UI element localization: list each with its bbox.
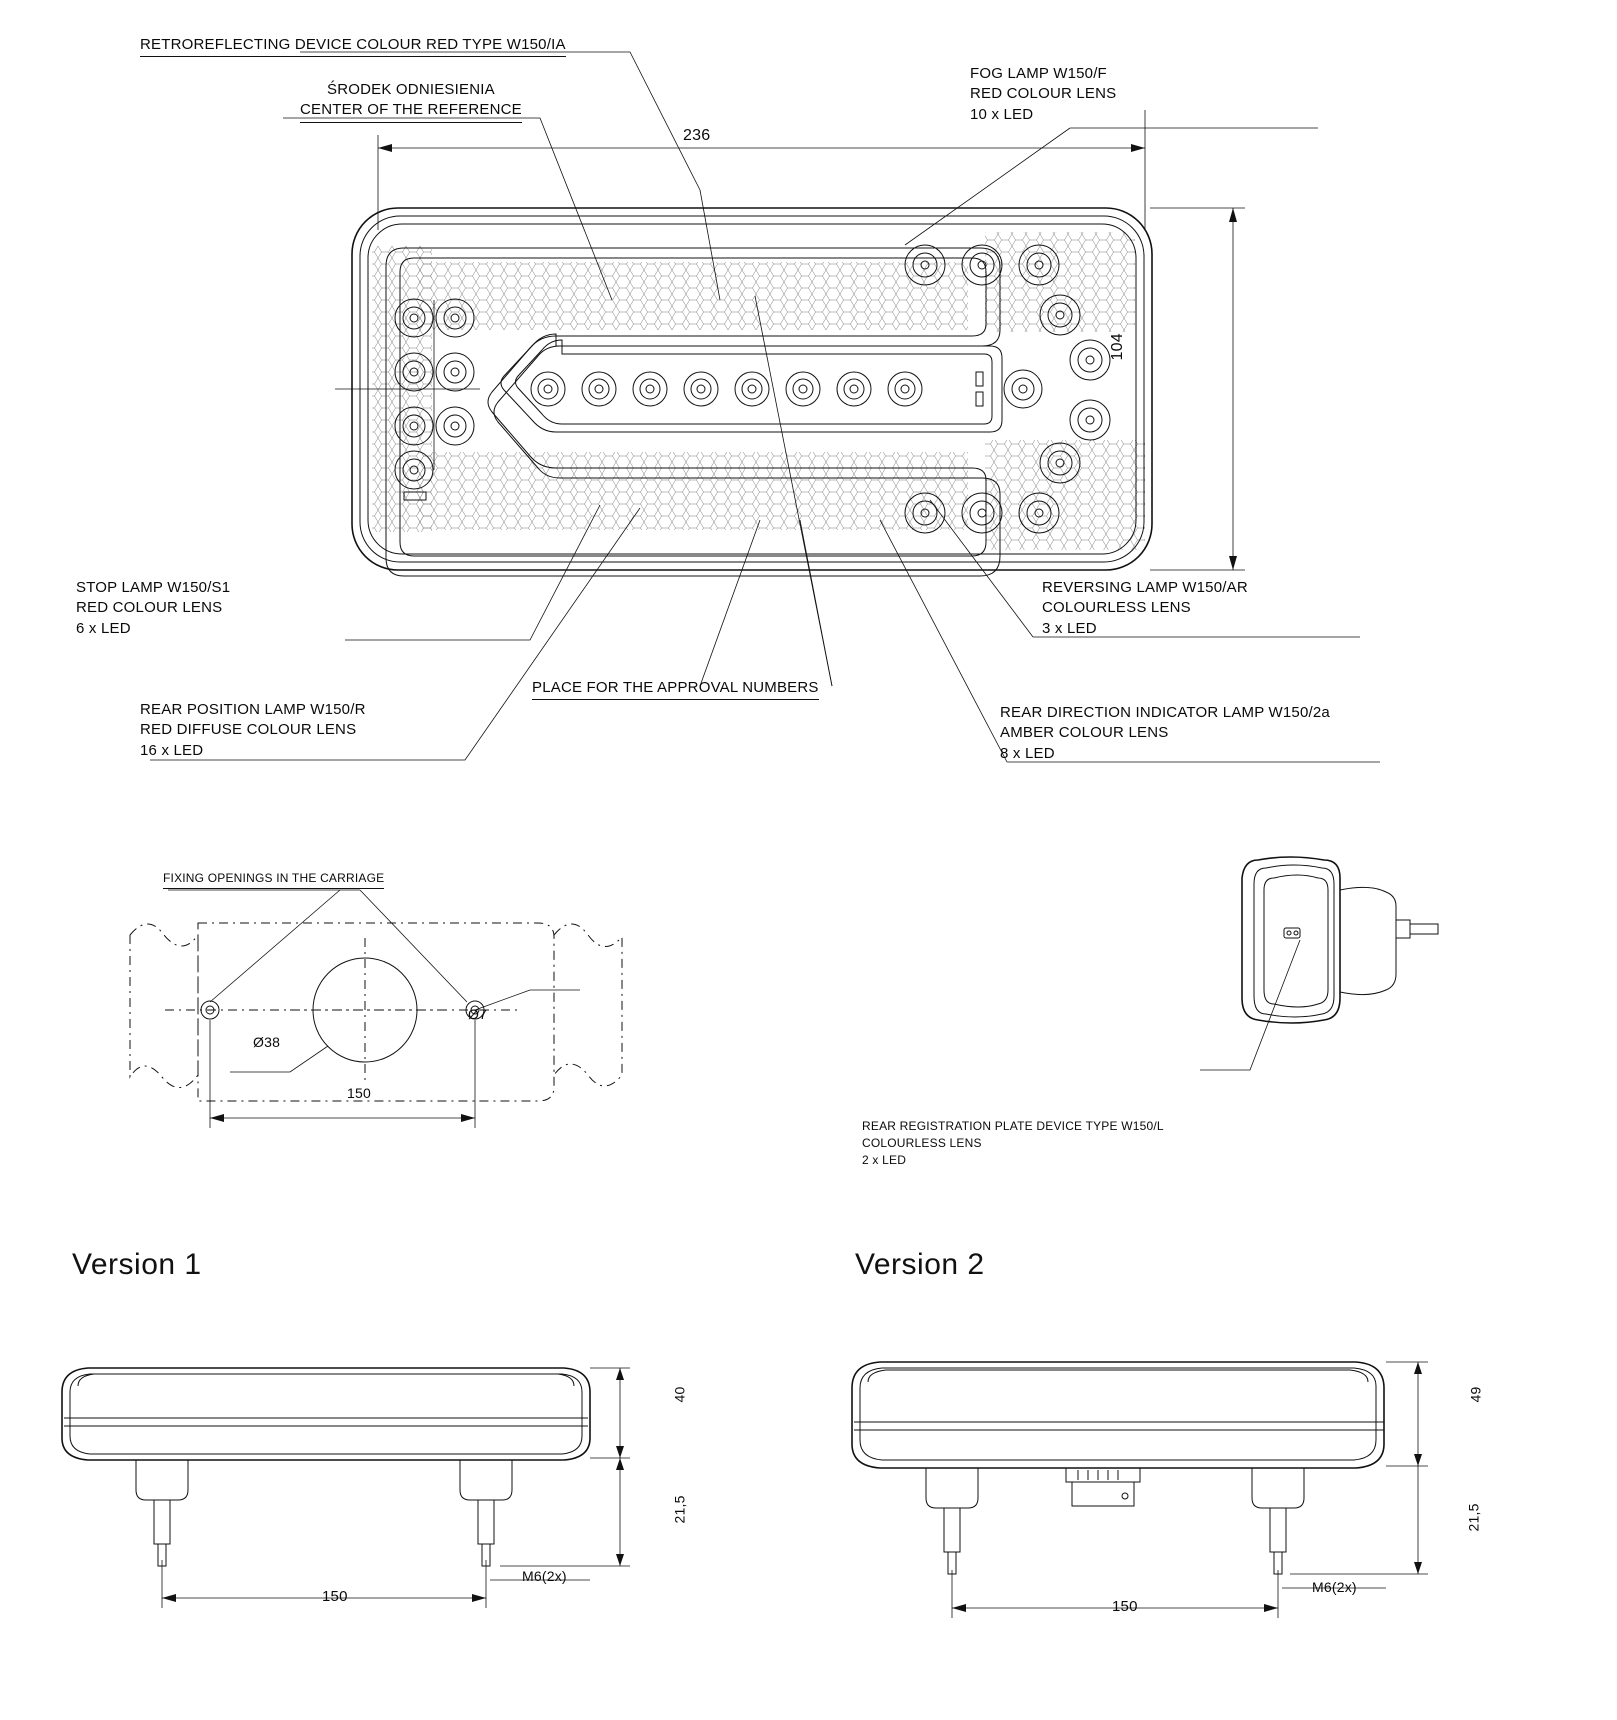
version-2-drawing <box>820 1330 1540 1660</box>
version-2-height: 49 <box>1467 1386 1484 1403</box>
dimension-hole-small: Ø7 <box>468 1006 488 1022</box>
callout-rear-position-lamp: REAR POSITION LAMP W150/R RED DIFFUSE COLOUR LENS 16 x LED <box>140 701 366 759</box>
mounting-view-drawing <box>110 860 770 1180</box>
version-1-base-height: 21,5 <box>671 1495 688 1524</box>
version-1-thread: M6(2x) <box>522 1568 567 1584</box>
side-view-drawing <box>1200 820 1617 1180</box>
dimension-height: 104 <box>1108 333 1126 361</box>
version-2-thread: M6(2x) <box>1312 1579 1357 1595</box>
callout-registration-plate: REAR REGISTRATION PLATE DEVICE TYPE W150/L COLOURLESS LENS 2 x LED <box>862 1119 1164 1167</box>
callout-retroreflector: RETROREFLECTING DEVICE COLOUR RED TYPE W150/IA <box>140 35 566 57</box>
callout-stop-lamp: STOP LAMP W150/S1 RED COLOUR LENS 6 x LED <box>76 579 231 637</box>
callout-center-reference: ŚRODEK ODNIESIENIA CENTER OF THE REFERENCE <box>300 80 522 123</box>
version-1-drawing <box>30 1330 730 1650</box>
version-1-height: 40 <box>671 1386 688 1403</box>
callout-fog-lamp: FOG LAMP W150/F RED COLOUR LENS 10 x LED <box>970 65 1117 123</box>
callout-reversing-lamp: REVERSING LAMP W150/AR COLOURLESS LENS 3 x LED <box>1042 579 1248 637</box>
dimension-hole-spacing: 150 <box>347 1085 371 1101</box>
dimension-width: 236 <box>683 127 711 144</box>
callout-approval-numbers: PLACE FOR THE APPROVAL NUMBERS <box>532 678 819 700</box>
version-2-title: Version 2 <box>855 1248 985 1281</box>
version-2-base-height: 21,5 <box>1465 1503 1482 1532</box>
dimension-hole-big: Ø38 <box>253 1034 281 1050</box>
mounting-view-title: FIXING OPENINGS IN THE CARRIAGE <box>163 870 384 889</box>
version-1-spacing: 150 <box>322 1588 348 1605</box>
version-1-title: Version 1 <box>72 1248 202 1281</box>
version-2-spacing: 150 <box>1112 1598 1138 1615</box>
callout-direction-indicator: REAR DIRECTION INDICATOR LAMP W150/2a AMBER COLOUR LENS 8 x LED <box>1000 704 1330 762</box>
